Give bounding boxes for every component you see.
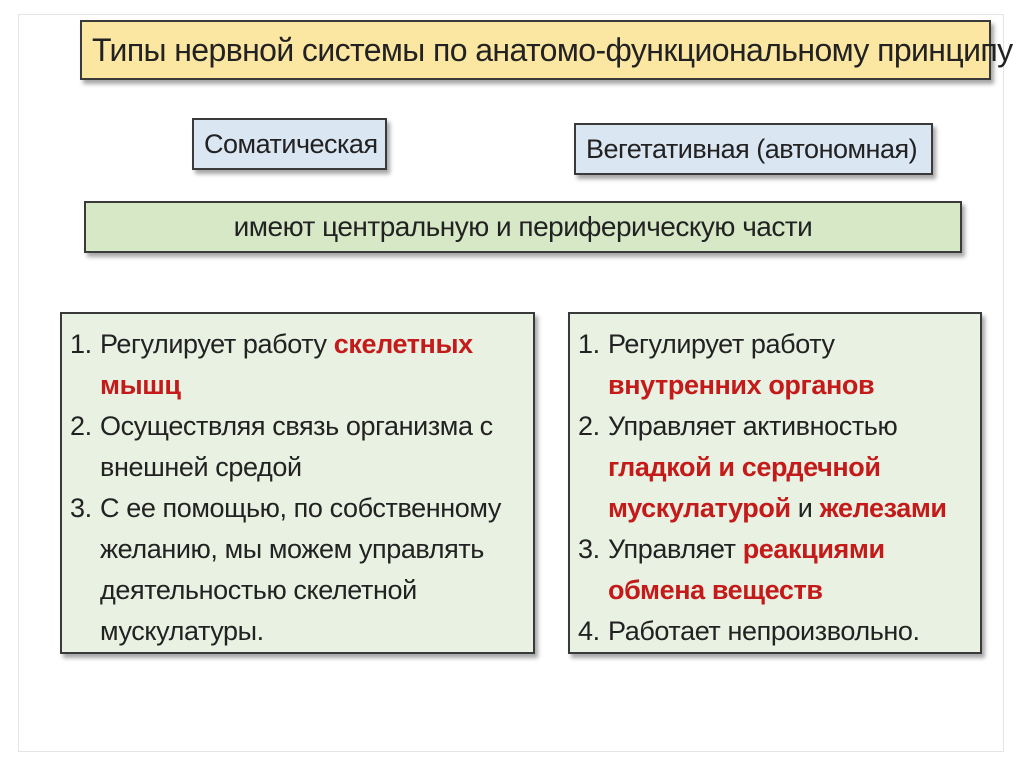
somatic-type-label: Соматическая bbox=[192, 118, 387, 170]
shared-feature-banner: имеют центральную и периферическую части bbox=[84, 201, 962, 253]
item-highlight: скелетных мышц bbox=[100, 329, 473, 400]
item-text: С ее помощью, по собственному желанию, мы можем управлять деятельностью скелетной мускулатуры. bbox=[100, 493, 501, 646]
list-item bbox=[578, 324, 970, 406]
item-number: 3. bbox=[70, 493, 92, 523]
list-item bbox=[70, 324, 523, 406]
list-item bbox=[578, 611, 970, 652]
slide-title: Типы нервной системы по анатомо-функциональному принципу bbox=[80, 20, 991, 80]
list-item bbox=[70, 406, 523, 488]
item-number: 4. bbox=[578, 616, 600, 646]
somatic-functions-box bbox=[60, 312, 535, 654]
list-item bbox=[578, 529, 970, 611]
item-text: Управляет активностью bbox=[608, 411, 898, 441]
item-number: 2. bbox=[70, 411, 92, 441]
item-number: 1. bbox=[578, 329, 600, 359]
vegetative-type-label: Вегетативная (автономная) bbox=[574, 123, 933, 175]
item-joiner: и bbox=[790, 493, 820, 523]
item-text: Управляет bbox=[608, 534, 743, 564]
item-number: 3. bbox=[578, 534, 600, 564]
item-highlight: внутренних органов bbox=[608, 370, 875, 400]
item-highlight: гладкой и сердечной мускулатурой bbox=[608, 452, 881, 523]
item-text: Осуществляя связь организма с внешней средой bbox=[100, 411, 493, 482]
item-number: 1. bbox=[70, 329, 92, 359]
vegetative-functions-box bbox=[568, 312, 982, 654]
list-item bbox=[578, 406, 970, 529]
vegetative-functions-list bbox=[578, 324, 970, 652]
item-text: Регулирует работу bbox=[608, 329, 835, 359]
item-highlight: железами bbox=[819, 493, 947, 523]
item-highlight: реакциями обмена веществ bbox=[608, 534, 885, 605]
item-number: 2. bbox=[578, 411, 600, 441]
item-text: Работает непроизвольно. bbox=[608, 616, 920, 646]
item-text: Регулирует работу bbox=[100, 329, 334, 359]
list-item bbox=[70, 488, 523, 652]
somatic-functions-list bbox=[70, 324, 523, 652]
